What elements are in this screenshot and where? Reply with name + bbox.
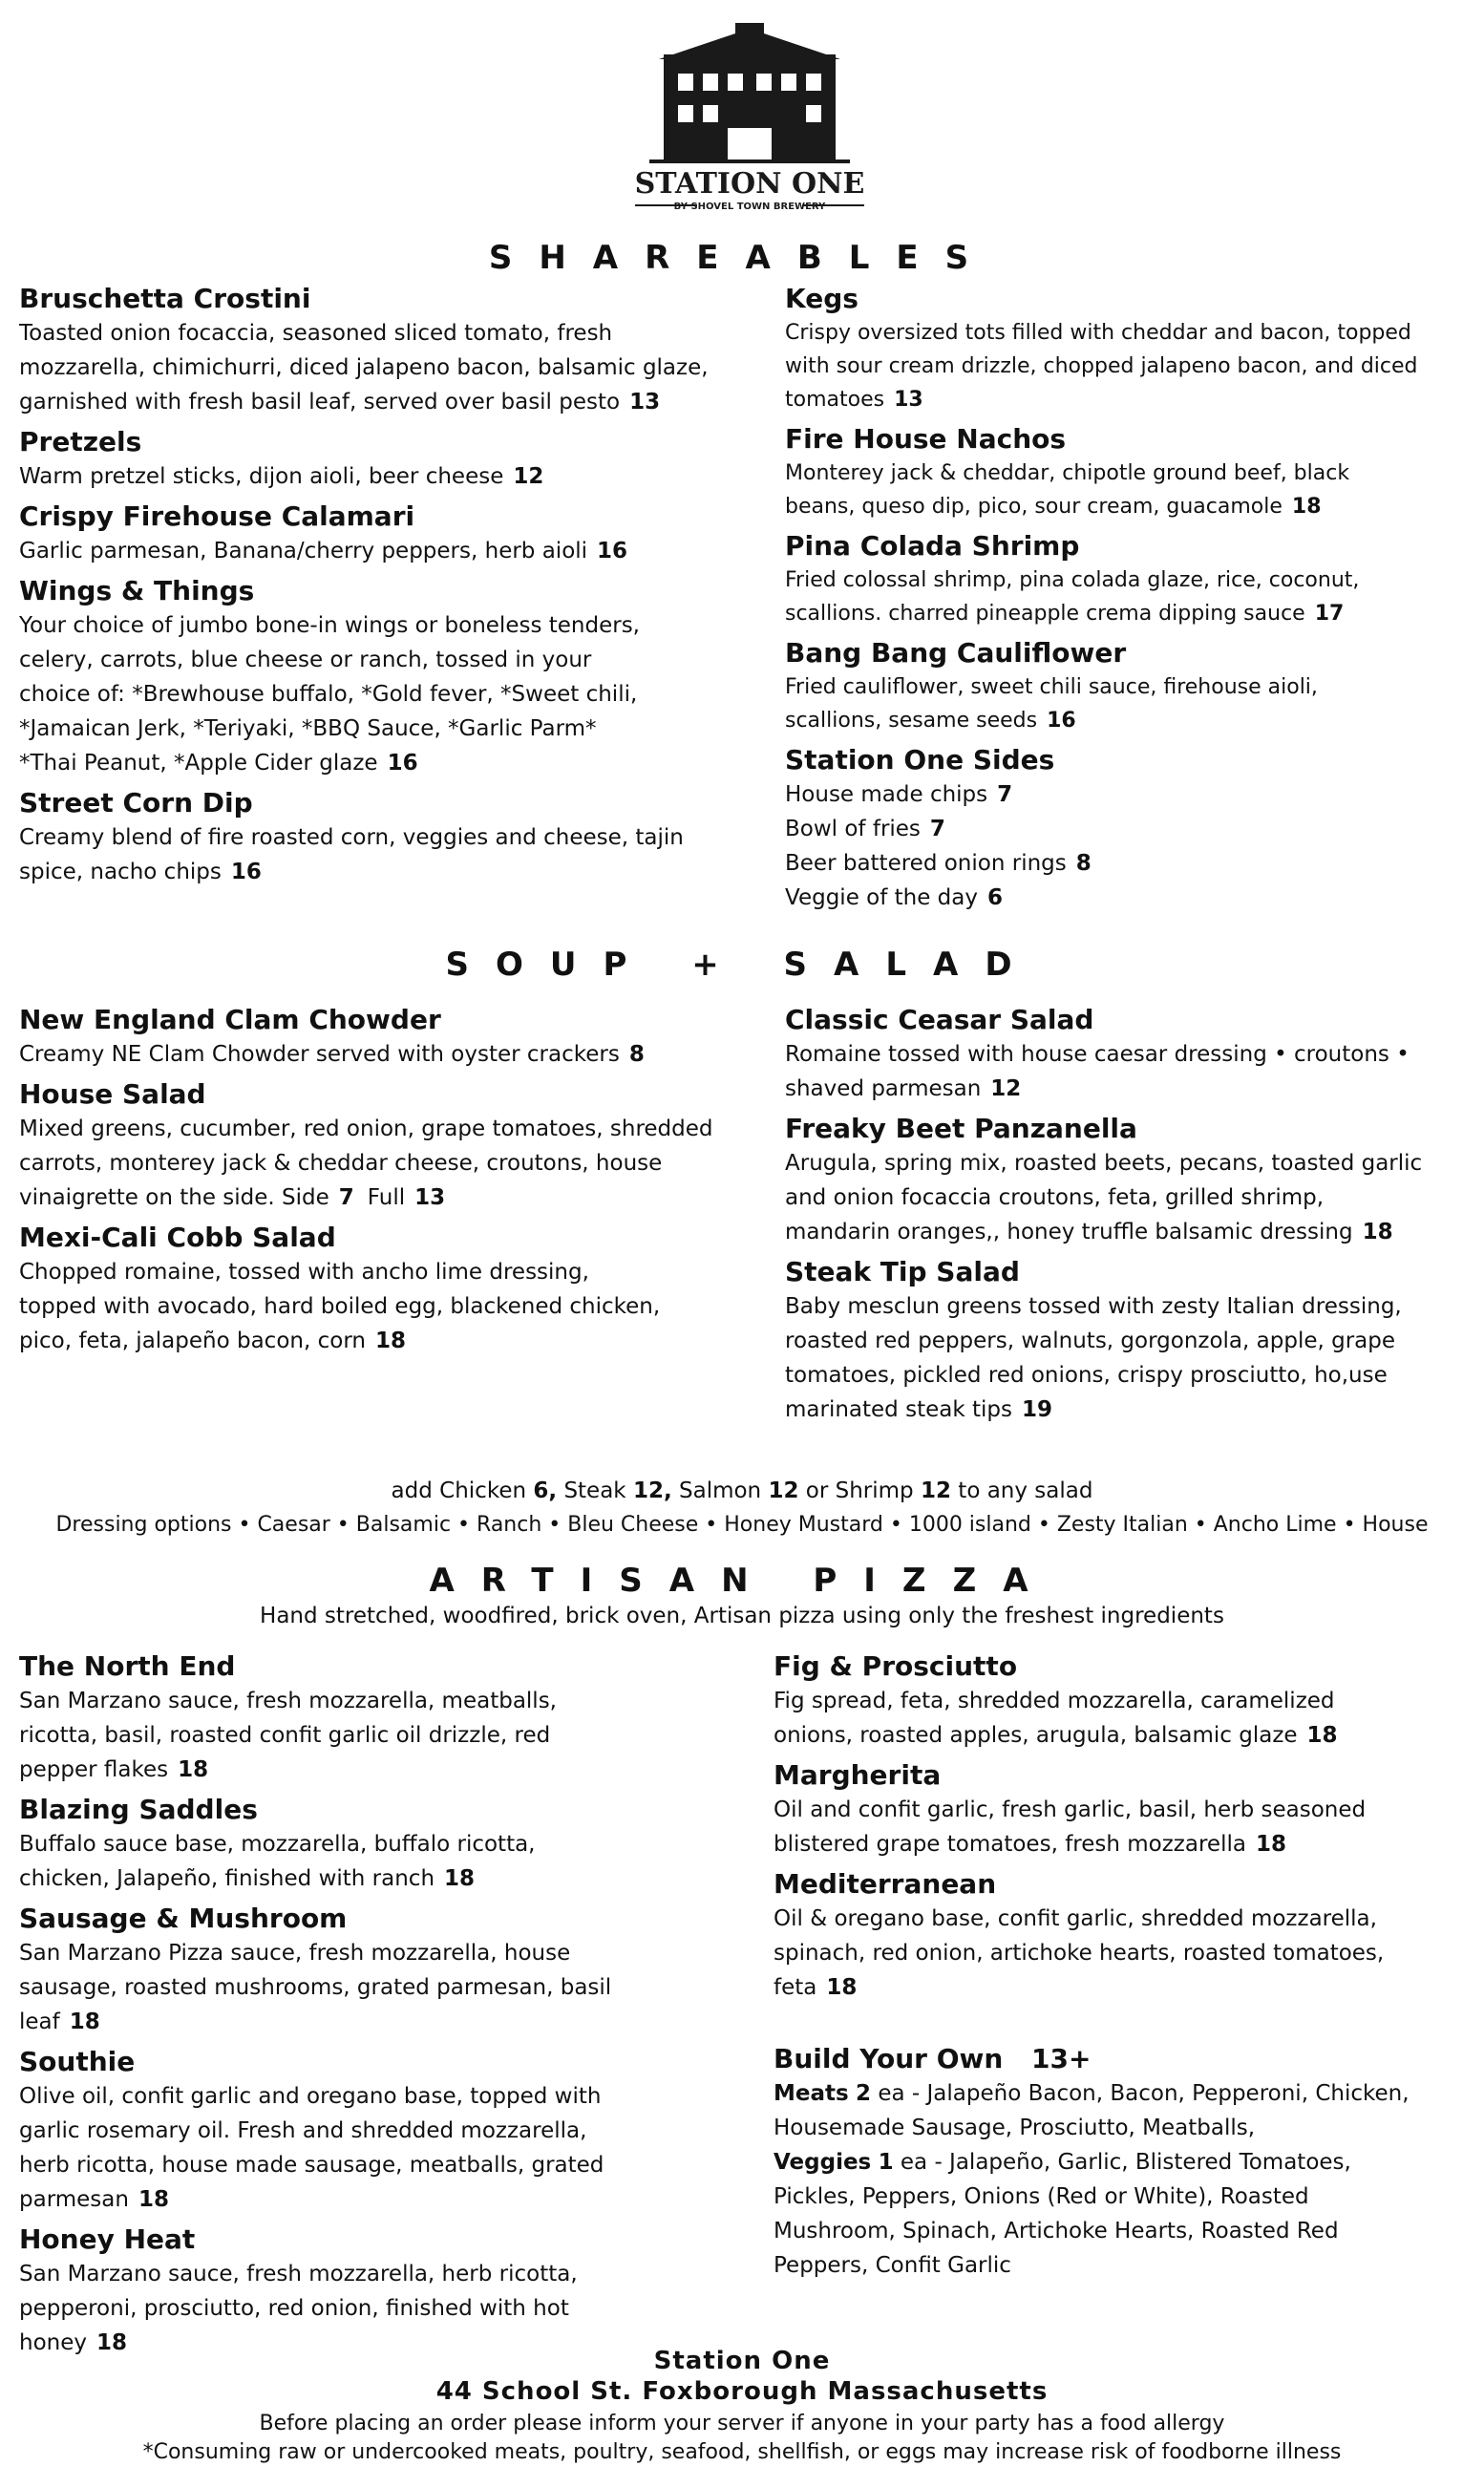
menu-item-price: 18 [1362,1220,1393,1244]
menu-item-description [785,564,1473,630]
section-title-shareables: SHAREABLES [488,239,996,277]
veggies-label: Veggies [774,2150,872,2175]
menu-item-price: 18 [374,1329,406,1353]
menu-item-name: House Salad [19,1078,206,1110]
menu-item-fig-prosciutto [774,1649,1471,1753]
addons-chicken-price: 6, [533,1478,558,1503]
menu-item-name: Honey Heat [19,2223,196,2255]
side-item-label: Beer battered onion rings [785,851,1067,876]
menu-item-desc-text: San Marzano Pizza sauce, fresh mozzarella, house sausage, roasted mushrooms, grated parmesan, basil leaf [19,1941,612,2034]
menu-item-description [785,457,1473,523]
veggies-price: 1 [878,2150,894,2175]
menu-item-steak-tip-salad [785,1255,1473,1427]
section-title-soup-salad: SOUP + SALAD [445,946,1039,984]
menu-item-desc-text: Arugula, spring mix, roasted beets, pecans, toasted garlic and onion focaccia croutons, feta, grilled shrimp, mandarin oranges,, honey truffle balsamic dressing [785,1151,1423,1244]
menu-item-desc-text: Creamy blend of fire roasted corn, veggies and cheese, tajin spice, nacho chips [19,825,684,884]
menu-item-price: 16 [230,860,262,884]
addons-suffix: to any salad [958,1478,1093,1503]
menu-item-price: 17 [1314,602,1345,626]
menu-item-name: Southie [19,2046,136,2077]
build-veggies [774,2145,1471,2283]
menu-item-classic-ceasar-salad [785,1003,1473,1106]
menu-item-price: 16 [387,751,418,776]
side-item [785,846,1473,881]
menu-item-desc-text: Crispy oversized tots filled with cheddar and bacon, topped with sour cream drizzle, chopped jalapeno bacon, and diced tomatoes [785,321,1418,412]
menu-item-name: Sausage & Mushroom [19,1903,348,1934]
menu-item-price: 12 [990,1076,1022,1101]
menu-item-desc-text: Chopped romaine, tossed with ancho lime dressing, topped with avocado, hard boiled egg, blackened chicken, pico, feta, jalapeño bacon, corn [19,1260,661,1353]
menu-item-price: 18 [69,2010,100,2034]
menu-item-bruschetta-crostini [19,282,745,419]
menu-item-price: 18 [826,1975,858,2000]
menu-item-bang-bang-cauliflower [785,636,1473,737]
side-item [785,777,1473,812]
menu-item-name: New England Clam Chowder [19,1004,441,1035]
sides-title: Station One Sides [785,744,1055,776]
menu-item-description [19,1827,745,1896]
menu-item-name: Pretzels [19,426,142,457]
side-item-label: House made chips [785,782,988,807]
menu-item-desc-text: Olive oil, confit garlic and oregano base, topped with garlic rosemary oil. Fresh and shredded mozzarella, herb ricotta, house made sausage, meatballs, grated parmesan [19,2084,604,2212]
menu-item-description [19,459,745,494]
menu-item-price: 12 [513,464,544,489]
menu-item-desc-text: Oil & oregano base, confit garlic, shredded mozzarella, spinach, red onion, artichoke hearts, roasted tomatoes, feta [774,1906,1385,2000]
menu-item-description [19,534,745,568]
menu-item-description [19,1936,745,2039]
menu-item-name: Mexi-Cali Cobb Salad [19,1222,336,1253]
addons-shrimp-price: 12 [920,1478,951,1503]
side-item-label: Bowl of fries [785,817,921,841]
menu-item-description [774,1793,1471,1861]
footer-warning: *Consuming raw or undercooked meats, poultry, seafood, shellfish, or eggs may increase risk of foodborne illness [142,2440,1342,2464]
shareables-left-column [19,282,745,895]
menu-item-desc-text: Fried cauliflower, sweet chili sauce, firehouse aioli, scallions, sesame seeds [785,675,1318,733]
pizza-right-column [774,1649,1471,2010]
building-logo-icon [621,21,879,217]
menu-item-name: Fire House Nachos [785,423,1067,455]
build-your-own [774,2042,1471,2283]
menu-item-freaky-beet-panzanella [785,1112,1473,1249]
menu-item-price-label-2: Full [367,1185,406,1210]
addons-or: or [805,1478,829,1503]
side-item-price: 7 [997,782,1013,807]
menu-item-desc-text: San Marzano sauce, fresh mozzarella, meatballs, ricotta, basil, roasted confit garlic oil drizzle, red pepper flakes [19,1689,557,1782]
menu-item-description [774,1684,1471,1753]
menu-item-mexi-cali-cobb-salad [19,1221,745,1358]
soup-right-column [785,1003,1473,1433]
menu-item-price: 7 [338,1185,354,1210]
menu-item-desc-text: Your choice of jumbo bone-in wings or boneless tenders, celery, carrots, blue cheese or ranch, tossed in your choice of: *Brewhouse buffalo, *Gold fever, *Sweet chili, *Jamaican Jerk, *Teriyaki, *BBQ Sauce, *Garlic Parm* *Thai Peanut, *Apple Cider glaze [19,613,640,776]
menu-item-price: 18 [1291,495,1322,519]
menu-item-name: Classic Ceasar Salad [785,1004,1094,1035]
menu-item-name: Kegs [785,283,859,314]
build-name: Build Your Own [774,2043,1004,2074]
menu-item-price: 16 [1047,709,1076,733]
menu-item-price: 13 [629,390,661,415]
menu-item-the-north-end [19,1649,745,1787]
menu-item-price: 18 [1306,1723,1338,1748]
addons-salmon-label: Salmon [679,1478,762,1503]
logo-name: STATION ONE [634,167,865,201]
menu-item-description [19,316,745,419]
menu-item-desc-text: Mixed greens, cucumber, red onion, grape tomatoes, shredded carrots, monterey jack & cheddar cheese, croutons, house vinaigrette on the side. Side [19,1117,713,1210]
menu-item-name: Fig & Prosciutto [774,1650,1018,1682]
addons-shrimp-label: Shrimp [835,1478,914,1503]
menu-item-description [19,1684,745,1787]
menu-item-desc-text: Fig spread, feta, shredded mozzarella, caramelized onions, roasted apples, arugula, balsamic glaze [774,1689,1335,1748]
menu-item-name: Bang Bang Cauliflower [785,637,1127,669]
menu-item-description [19,1037,745,1072]
side-item [785,812,1473,846]
build-meats [774,2076,1471,2145]
menu-item-mediterranean [774,1867,1471,2005]
menu-item-name: Street Corn Dip [19,787,253,819]
menu-item-price: 18 [444,1866,476,1891]
menu-item-name: Wings & Things [19,575,255,606]
footer-name: Station One [653,2347,831,2375]
menu-item-crispy-firehouse-calamari [19,500,745,568]
menu-item-description [774,1902,1471,2005]
menu-item-desc-text: Buffalo sauce base, mozzarella, buffalo ricotta, chicken, Jalapeño, finished with ranch [19,1832,536,1891]
menu-item-house-salad [19,1077,745,1215]
meats-desc: ea - Jalapeño Bacon, Bacon, Pepperoni, Chicken, Housemade Sausage, Prosciutto, Meatballs, [774,2081,1410,2140]
menu-item-price: 16 [597,539,628,564]
menu-item-name: Pina Colada Shrimp [785,530,1080,562]
shareables-right-column [785,282,1473,915]
logo-tagline: BY SHOVEL TOWN BREWERY [673,202,826,212]
menu-item-desc-text: San Marzano sauce, fresh mozzarella, herb ricotta, pepperoni, prosciutto, red onion, finished with hot honey [19,2262,578,2355]
menu-item-price: 18 [178,1757,209,1782]
side-item-price: 7 [929,817,945,841]
menu-item-price: 18 [138,2187,169,2212]
menu-item-price: 18 [96,2330,128,2355]
menu-item-description [785,1037,1473,1106]
menu-item-name: Margherita [774,1759,942,1791]
menu-item-price: 8 [628,1042,645,1067]
salad-addons [0,1475,1484,1507]
menu-item-name: Steak Tip Salad [785,1256,1020,1287]
menu-item-desc-text: Creamy NE Clam Chowder served with oyster crackers [19,1042,620,1067]
menu-item-description [19,1255,745,1358]
menu-item-description [19,608,745,780]
menu-item-desc-text: Toasted onion focaccia, seasoned sliced tomato, fresh mozzarella, chimichurri, diced jalapeno bacon, balsamic glaze, garnished with fresh basil leaf, served over basil pesto [19,321,709,415]
menu-item-price: 18 [1255,1832,1286,1857]
meats-label: Meats [774,2081,849,2106]
brand-logo [621,21,879,217]
side-item [785,881,1473,915]
menu-item-price: 13 [894,388,923,412]
menu-item-description [19,2079,745,2217]
menu-item-name: Bruschetta Crostini [19,283,311,314]
menu-item-honey-heat [19,2222,745,2360]
menu-item-desc-text: Garlic parmesan, Banana/cherry peppers, herb aioli [19,539,588,564]
pizza-left-column [19,1649,745,2366]
menu-item-description [785,1146,1473,1249]
menu-item-pina-colada-shrimp [785,529,1473,630]
meats-price: 2 [856,2081,872,2106]
addons-steak-price: 12, [632,1478,672,1503]
menu-item-description [785,1289,1473,1427]
menu-item-description [785,316,1473,416]
menu-item-pretzels [19,425,745,494]
menu-item-street-corn-dip [19,786,745,889]
side-item-label: Veggie of the day [785,885,978,910]
side-item-price: 6 [987,885,1004,910]
menu-item-price: 19 [1021,1397,1052,1422]
menu-item-name: Blazing Saddles [19,1794,258,1825]
menu-item-name: The North End [19,1650,236,1682]
menu-item-margherita [774,1758,1471,1861]
footer-address: 44 School St. Foxborough Massachusetts [435,2377,1049,2406]
menu-item-desc-text: Monterey jack & cheddar, chipotle ground beef, black beans, queso dip, pico, sour cream, guacamole [785,461,1350,519]
menu-item-price-2: 13 [414,1185,446,1210]
menu-item-desc-text: Oil and confit garlic, fresh garlic, basil, herb seasoned blistered grape tomatoes, fresh mozzarella [774,1797,1367,1857]
menu-item-desc-text: Baby mesclun greens tossed with zesty Italian dressing, roasted red peppers, walnuts, gorgonzola, apple, grape tomatoes, pickled red onions, crispy prosciutto, ho,use marinated steak tips [785,1294,1402,1422]
footer-allergy: Before placing an order please inform your server if anyone in your party has a food allergy [259,2412,1225,2435]
menu-item-wings-things [19,574,745,780]
menu-item-fire-house-nachos [785,422,1473,523]
dressing-options: Dressing options • Caesar • Balsamic • Ranch • Bleu Cheese • Honey Mustard • 1000 island • Zesty Italian • Ancho Lime • House [55,1513,1429,1537]
menu-item-kegs [785,282,1473,416]
menu-item-desc-text: Fried colossal shrimp, pina colada glaze, rice, coconut, scallions. charred pineapple crema dipping sauce [785,568,1360,626]
section-title-pizza: ARTISAN PIZZA [429,1562,1055,1600]
veggies-desc: ea - Jalapeño, Garlic, Blistered Tomatoes, Pickles, Peppers, Onions (Red or White), Roasted Mushroom, Spinach, Artichoke Hearts, Roasted Red Peppers, Confit Garlic [774,2150,1351,2278]
menu-item-name: Mediterranean [774,1868,997,1900]
menu-item-station-one-sides [785,743,1473,915]
menu-item-desc-text: Romaine tossed with house caesar dressing • croutons • shaved parmesan [785,1042,1410,1101]
build-your-own-title [774,2042,1471,2076]
menu-item-name: Crispy Firehouse Calamari [19,500,415,532]
addons-salmon-price: 12 [768,1478,799,1503]
menu-item-description [785,670,1473,737]
addons-steak-label: Steak [563,1478,626,1503]
soup-left-column [19,1003,745,1364]
menu-item-description [19,820,745,889]
pizza-intro: Hand stretched, woodfired, brick oven, Artisan pizza using only the freshest ingredients [260,1604,1224,1628]
menu-item-sausage-mushroom [19,1902,745,2039]
menu-item-blazing-saddles [19,1793,745,1896]
menu-item-new-england-clam-chowder [19,1003,745,1072]
menu-item-name: Freaky Beet Panzanella [785,1113,1137,1144]
menu-item-description [19,1112,745,1215]
side-item-price: 8 [1075,851,1092,876]
menu-item-desc-text: Warm pretzel sticks, dijon aioli, beer cheese [19,464,504,489]
addons-prefix: add Chicken [391,1478,527,1503]
build-price: 13+ [1031,2043,1092,2074]
menu-item-southie [19,2045,745,2217]
